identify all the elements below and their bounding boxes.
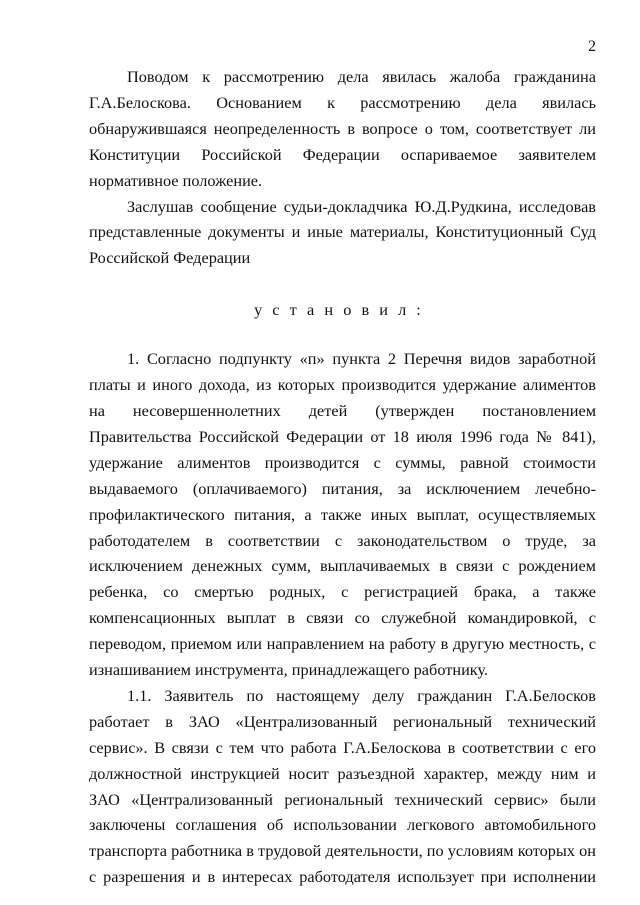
paragraph-hearing: Заслушав сообщение судьи-докладчика Ю.Д.Рудкина, исследовав представленные документы и иные материалы, Конституционный Суд Российской Федерации (89, 196, 596, 268)
ruling-heading: установил: (254, 300, 431, 320)
page-number: 2 (588, 38, 596, 55)
paragraph-section-1-1: 1.1. Заявитель по настоящему делу гражданин Г.А.Белосков работает в ЗАО «Централизованный региональный технический сервис». В связи с тем что работа Г.А.Белоскова в соответствии с его должностной инструкцией носит разъездной характер, между ним и ЗАО «Централизованный региональный технический сервис» были заключены соглашения об использовании легкового автомобильного транспорта работника в трудовой деятельности, по условиям которых он с разрешения и в интересах работодателя использует при исполнении (89, 685, 596, 887)
document-body (89, 64, 596, 890)
paragraph-complaint-grounds: Поводом к рассмотрению дела явилась жалоба гражданина Г.А.Белоскова. Основанием к рассмотрению дела явилась обнаружившаяся неопределенность в вопросе о том, соответствует ли Конституции Российской Федерации оспариваемое заявителем нормативное положение. (89, 67, 596, 190)
paragraph-section-1: 1. Согласно подпункту «п» пункта 2 Перечня видов заработной платы и иного дохода, из которых производится удержание алиментов на несовершеннолетних детей (утвержден постановлением Правительства Российской Федерации от 18 июля 1996 года № 841), удержание алиментов производится с суммы, равной стоимости выдаваемого (оплачиваемого) питания, за исключением лечебно-профилактического питания, а также иных выплат, осуществляемых работодателем в соответствии с законодательством о труде, за исключением денежных сумм, выплачиваемых в связи с рождением ребенка, со смертью родных, с регистрацией брака, а также компенсационных выплат в связи со служебной командировкой, с переводом, приемом или направлением на работу в другую местность, с изнашиванием инструмента, принадлежащего работнику. (89, 349, 596, 680)
